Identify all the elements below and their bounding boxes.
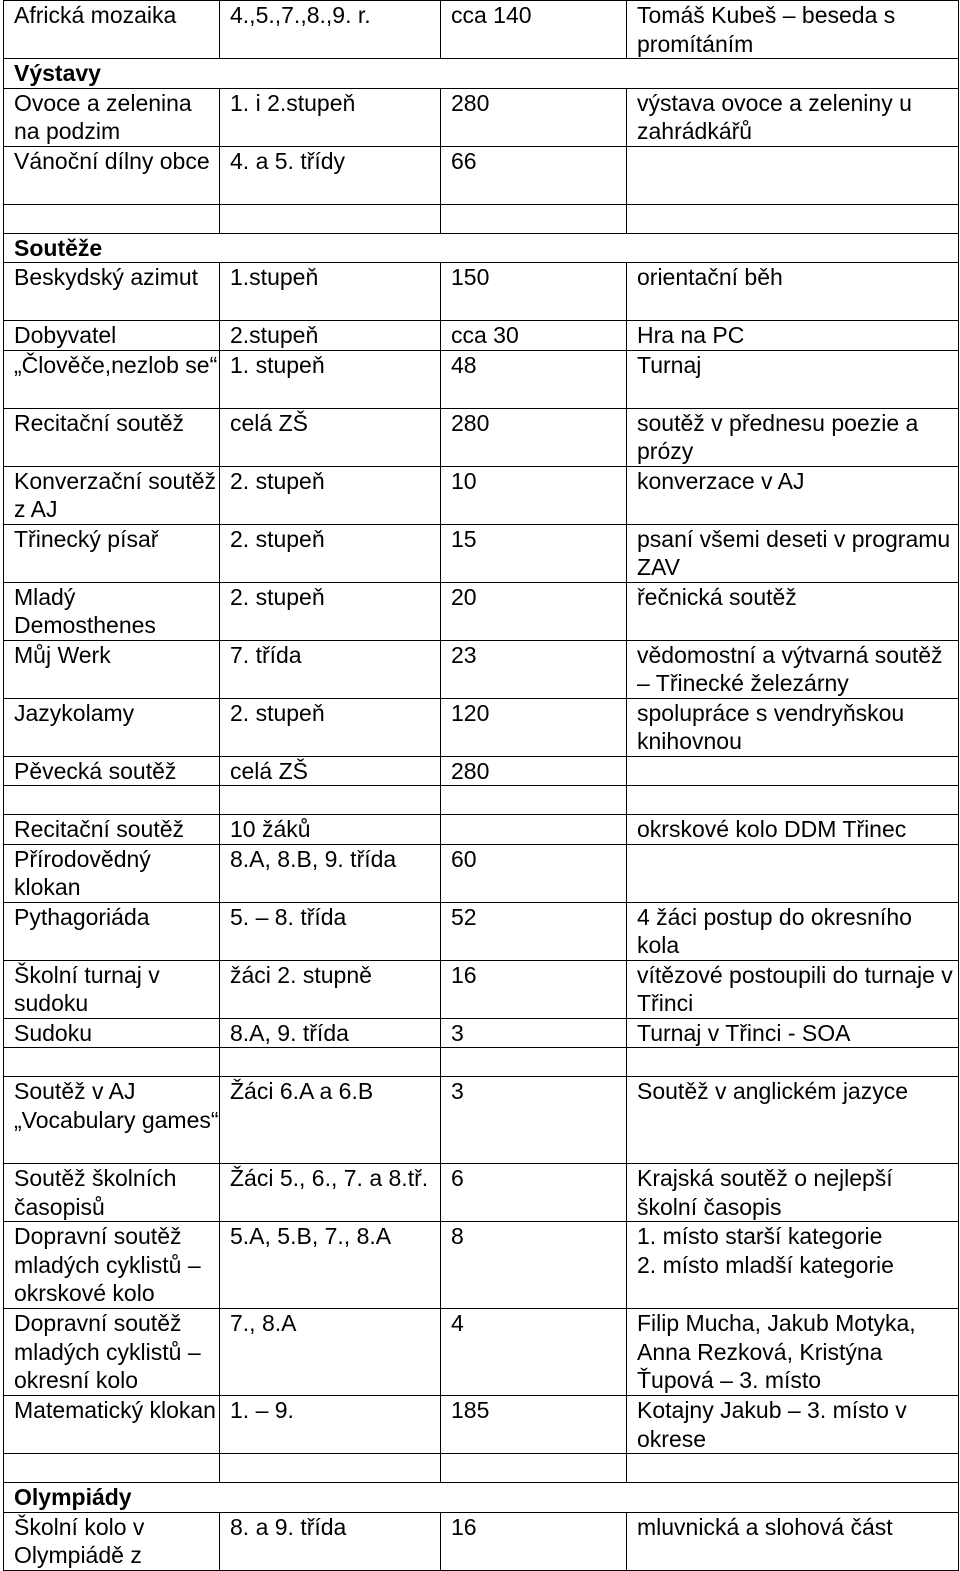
participants-cell: 2. stupeň <box>220 582 441 640</box>
activity-name-cell: Školní kolo v Olympiádě z <box>4 1512 220 1570</box>
note-cell <box>627 756 959 786</box>
count-cell: 60 <box>441 844 627 902</box>
note-cell: konverzace v AJ <box>627 466 959 524</box>
note-cell: Hra na PC <box>627 321 959 351</box>
note-cell: 4 žáci postup do okresního kola <box>627 902 959 960</box>
activity-name-cell: Matematický klokan <box>4 1396 220 1454</box>
note-cell: soutěž v přednesu poezie a prózy <box>627 408 959 466</box>
participants-cell: 2. stupeň <box>220 698 441 756</box>
note-cell: řečnická soutěž <box>627 582 959 640</box>
table-row <box>4 408 959 466</box>
note-cell <box>627 1454 959 1483</box>
table-row <box>4 1164 959 1222</box>
table-row <box>4 582 959 640</box>
table-row <box>4 756 959 786</box>
note-cell <box>627 844 959 902</box>
activity-name-cell <box>4 1454 220 1483</box>
note-cell <box>627 146 959 204</box>
participants-cell <box>220 204 441 233</box>
note-cell: Filip Mucha, Jakub Motyka, Anna Rezková, Kristýna Ťupová – 3. místo <box>627 1309 959 1396</box>
note-cell: psaní všemi deseti v programu ZAV <box>627 524 959 582</box>
section-title: Olympiády <box>4 1483 959 1513</box>
activity-name-cell: Soutěž v AJ „Vocabulary games“ <box>4 1077 220 1164</box>
note-cell: orientační běh <box>627 263 959 321</box>
participants-cell: 1.stupeň <box>220 263 441 321</box>
table-row <box>4 1309 959 1396</box>
section-title: Výstavy <box>4 59 959 89</box>
count-cell: 280 <box>441 88 627 146</box>
table-row <box>4 466 959 524</box>
activity-name-cell: Přírodovědný klokan <box>4 844 220 902</box>
activity-name-cell <box>4 204 220 233</box>
participants-cell: 2.stupeň <box>220 321 441 351</box>
table-row <box>4 321 959 351</box>
participants-cell: 5. – 8. třída <box>220 902 441 960</box>
activity-name-cell: Dopravní soutěž mladých cyklistů – okresní kolo <box>4 1309 220 1396</box>
note-cell: Turnaj <box>627 350 959 408</box>
count-cell: 66 <box>441 146 627 204</box>
participants-cell <box>220 1454 441 1483</box>
count-cell: 185 <box>441 1396 627 1454</box>
activity-name-cell: Dobyvatel <box>4 321 220 351</box>
activity-name-cell: Beskydský azimut <box>4 263 220 321</box>
table-row <box>4 1512 959 1570</box>
activities-table-body <box>4 1 959 1571</box>
note-cell: spolupráce s vendryňskou knihovnou <box>627 698 959 756</box>
note-cell: vítězové postoupili do turnaje v Třinci <box>627 960 959 1018</box>
table-row <box>4 815 959 845</box>
participants-cell: 1. stupeň <box>220 350 441 408</box>
participants-cell: 1. – 9. <box>220 1396 441 1454</box>
activity-name-cell: Recitační soutěž <box>4 408 220 466</box>
table-row <box>4 640 959 698</box>
participants-cell: 4. a 5. třídy <box>220 146 441 204</box>
section-title: Soutěže <box>4 233 959 263</box>
count-cell <box>441 1048 627 1077</box>
participants-cell: Žáci 6.A a 6.B <box>220 1077 441 1164</box>
activity-name-cell <box>4 786 220 815</box>
section-header-row <box>4 1483 959 1513</box>
table-row <box>4 146 959 204</box>
participants-cell: 1. i 2.stupeň <box>220 88 441 146</box>
count-cell: 150 <box>441 263 627 321</box>
participants-cell: 2. stupeň <box>220 524 441 582</box>
participants-cell: 7., 8.A <box>220 1309 441 1396</box>
participants-cell: 4.,5.,7.,8.,9. r. <box>220 1 441 59</box>
count-cell: 4 <box>441 1309 627 1396</box>
activity-name-cell: Dopravní soutěž mladých cyklistů – okrskové kolo <box>4 1222 220 1309</box>
table-row <box>4 902 959 960</box>
count-cell: cca 140 <box>441 1 627 59</box>
table-row <box>4 1396 959 1454</box>
table-row <box>4 1048 959 1077</box>
count-cell: 8 <box>441 1222 627 1309</box>
count-cell: 6 <box>441 1164 627 1222</box>
activity-name-cell: Africká mozaika <box>4 1 220 59</box>
activities-table <box>3 0 959 1571</box>
participants-cell: 8.A, 8.B, 9. třída <box>220 844 441 902</box>
participants-cell: 8.A, 9. třída <box>220 1018 441 1048</box>
table-row <box>4 1222 959 1309</box>
count-cell: 16 <box>441 960 627 1018</box>
participants-cell: žáci 2. stupně <box>220 960 441 1018</box>
activity-name-cell: Sudoku <box>4 1018 220 1048</box>
count-cell: 120 <box>441 698 627 756</box>
activity-name-cell: Jazykolamy <box>4 698 220 756</box>
activity-name-cell: Pěvecká soutěž <box>4 756 220 786</box>
section-header-row <box>4 59 959 89</box>
count-cell <box>441 815 627 845</box>
table-row <box>4 350 959 408</box>
count-cell: 10 <box>441 466 627 524</box>
note-cell: mluvnická a slohová část <box>627 1512 959 1570</box>
count-cell: 16 <box>441 1512 627 1570</box>
count-cell: 280 <box>441 408 627 466</box>
activity-name-cell: Můj Werk <box>4 640 220 698</box>
participants-cell: 5.A, 5.B, 7., 8.A <box>220 1222 441 1309</box>
count-cell: 3 <box>441 1077 627 1164</box>
participants-cell: 8. a 9. třída <box>220 1512 441 1570</box>
participants-cell: celá ZŠ <box>220 756 441 786</box>
activity-name-cell <box>4 1048 220 1077</box>
participants-cell: 10 žáků <box>220 815 441 845</box>
note-cell: Kotajny Jakub – 3. místo v okrese <box>627 1396 959 1454</box>
table-row <box>4 524 959 582</box>
note-cell: okrskové kolo DDM Třinec <box>627 815 959 845</box>
activity-name-cell: Pythagoriáda <box>4 902 220 960</box>
note-cell <box>627 204 959 233</box>
participants-cell: 2. stupeň <box>220 466 441 524</box>
count-cell: 52 <box>441 902 627 960</box>
table-row <box>4 960 959 1018</box>
table-row <box>4 698 959 756</box>
participants-cell: Žáci 5., 6., 7. a 8.tř. <box>220 1164 441 1222</box>
participants-cell: 7. třída <box>220 640 441 698</box>
activity-name-cell: Konverzační soutěž z AJ <box>4 466 220 524</box>
count-cell: 23 <box>441 640 627 698</box>
activity-name-cell: Vánoční dílny obce <box>4 146 220 204</box>
activity-name-cell: Mladý Demosthenes <box>4 582 220 640</box>
count-cell <box>441 1454 627 1483</box>
table-row <box>4 786 959 815</box>
activity-name-cell: „Člověče,nezlob se“ <box>4 350 220 408</box>
activity-name-cell: Soutěž školních časopisů <box>4 1164 220 1222</box>
note-cell: Krajská soutěž o nejlepší školní časopis <box>627 1164 959 1222</box>
table-row <box>4 204 959 233</box>
count-cell <box>441 204 627 233</box>
note-cell <box>627 1048 959 1077</box>
section-header-row <box>4 233 959 263</box>
activity-name-cell: Recitační soutěž <box>4 815 220 845</box>
activity-name-cell: Třinecký písař <box>4 524 220 582</box>
note-cell: Turnaj v Třinci - SOA <box>627 1018 959 1048</box>
table-row <box>4 1077 959 1164</box>
count-cell: cca 30 <box>441 321 627 351</box>
note-cell <box>627 786 959 815</box>
note-cell: vědomostní a výtvarná soutěž – Třinecké železárny <box>627 640 959 698</box>
table-row <box>4 263 959 321</box>
table-row <box>4 1 959 59</box>
participants-cell <box>220 1048 441 1077</box>
table-row <box>4 1018 959 1048</box>
note-cell: Soutěž v anglickém jazyce <box>627 1077 959 1164</box>
activity-name-cell: Ovoce a zelenina na podzim <box>4 88 220 146</box>
participants-cell: celá ZŠ <box>220 408 441 466</box>
note-cell: 1. místo starší kategorie 2. místo mladší kategorie <box>627 1222 959 1309</box>
table-row <box>4 1454 959 1483</box>
participants-cell <box>220 786 441 815</box>
count-cell <box>441 786 627 815</box>
count-cell: 15 <box>441 524 627 582</box>
count-cell: 20 <box>441 582 627 640</box>
count-cell: 48 <box>441 350 627 408</box>
note-cell: výstava ovoce a zeleniny u zahrádkářů <box>627 88 959 146</box>
table-row <box>4 88 959 146</box>
activity-name-cell: Školní turnaj v sudoku <box>4 960 220 1018</box>
count-cell: 280 <box>441 756 627 786</box>
note-cell: Tomáš Kubeš – beseda s promítáním <box>627 1 959 59</box>
table-row <box>4 844 959 902</box>
count-cell: 3 <box>441 1018 627 1048</box>
